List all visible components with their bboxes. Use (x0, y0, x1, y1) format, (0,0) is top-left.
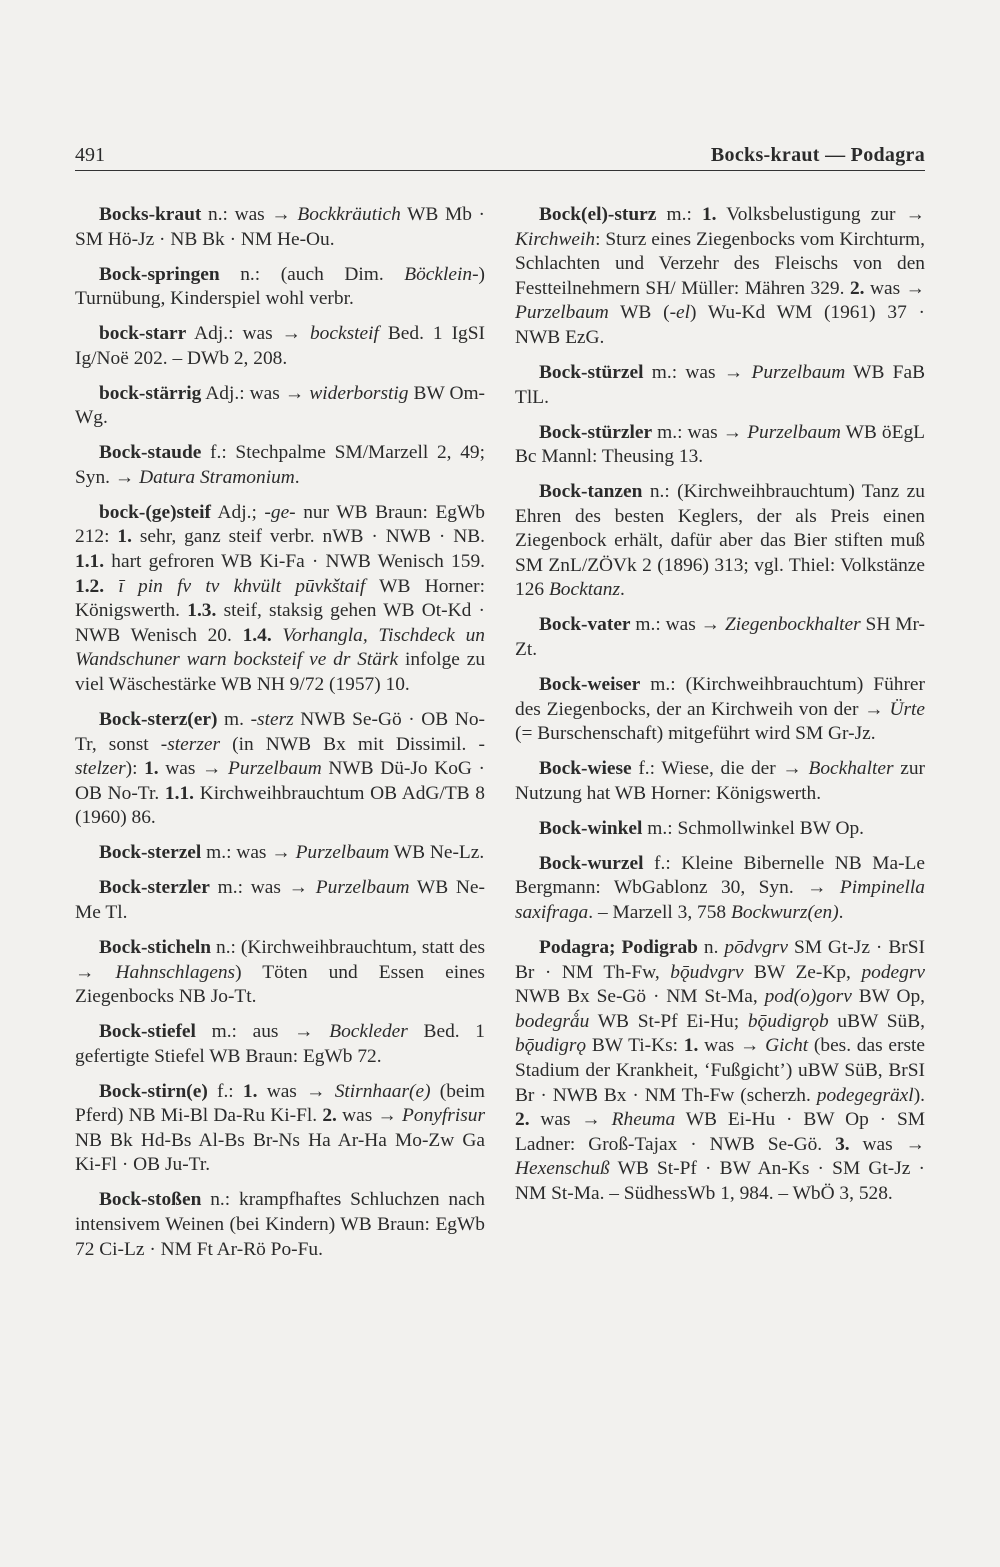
dictionary-entry: bock-starr Adj.: was → bocksteif Bed. 1 IgSI Ig/Noë 202. – DWb 2, 208. (75, 323, 485, 369)
left-column (75, 203, 485, 1273)
dictionary-entry: Bock-wurzel f.: Kleine Bibernelle NB Ma-Le Bergmann: WbGablonz 30, Syn. → Pimpinella saxifraga. – Marzell 3, 758 Bockwurz(en). (515, 852, 925, 923)
dictionary-entry: bock-stärrig Adj.: was → widerborstig BW Om-Wg. (75, 382, 485, 429)
dictionary-entry: Bock-sterzler m.: was → Purzelbaum WB Ne-Me Tl. (75, 877, 485, 923)
dictionary-entry: Bock-sticheln n.: (Kirchweihbrauchtum, statt des → Hahnschlagens) Töten und Essen eines Ziegenbocks NB Jo-Tt. (75, 936, 485, 1008)
dictionary-entry: Bock-springen n.: (auch Dim. Böcklein-) Turnübung, Kinderspiel wohl verbr. (75, 263, 485, 310)
dictionary-entry: Bock-stirn(e) f.: 1. was → Stirnhaar(e) (beim Pferd) NB Mi-Bl Da-Ru Ki-Fl. 2. was → Ponyfrisur NB Bk Hd-Bs Al-Bs Br-Ns Ha Ar-Ha Mo-Zw Ga Ki-Fl · OB Ju-Tr. (75, 1080, 486, 1176)
dictionary-entry: Podagra; Podigrab n. pōdvgrv SM Gt-Jz · BrSI Br · NM Th-Fw, bǭudvgrv BW Ze-Kp, podegrv NWB Bx Se-Gö · NM St-Ma, pod(o)gorv BW Op, bodegrǻu WB St-Pf Ei-Hu; bǭudigrǫb uBW SüB, bǭudigrǫ BW Ti-Ks: 1. was → Gicht (bes. das erste Stadium der Krankheit, ‘Fußgicht’) uBW SüB, BrSI Br · NWB Bx · NM Th-Fw (scherzh. podegegräxl). 2. was → Rheuma WB Ei-Hu · BW Op · SM Ladner: Groß-Tajax · NWB Se-Gö. 3. was → Hexenschuß WB St-Pf · BW An-Ks · SM Gt-Jz · NM St-Ma. – SüdhessWb 1, 984. – WbÖ 3, 528. (515, 936, 926, 1204)
dictionary-entry: Bock-weiser m.: (Kirchweihbrauchtum) Führer des Ziegenbocks, der an Kirchweih von der → Ürte (= Burschenschaft) mitgeführt wird SM Gr-Jz. (515, 674, 925, 745)
dictionary-entry: Bock-winkel m.: Schmollwinkel BW Op. (539, 817, 864, 839)
dictionary-entry: bock-(ge)steif Adj.; -ge- nur WB Braun: EgWb 212: 1. sehr, ganz steif verbr. nWB · NWB · NB. 1.1. hart gefroren WB Ki-Fa · NWB Wenisch 159. 1.2. ī pin fv tv khvült pūvkštaif WB Horner: Königswerth. 1.3. steif, staksig gehen WB Ot-Kd · NWB Wenisch 20. 1.4. Vorhangla, Tischdeck un Wandschuner warn bocksteif ve dr Stärk infolge zu viel Wäschestärke WB NH 9/72 (1957) 10. (75, 501, 486, 696)
dictionary-entry: Bock-wiese f.: Wiese, die der → Bockhalter zur Nutzung hat WB Horner: Königswerth. (515, 758, 925, 804)
dictionary-entry: Bocks-kraut n.: was → Bockkräutich WB Mb · SM Hö-Jz · NB Bk · NM He-Ou. (75, 204, 485, 250)
dictionary-entry: Bock-stürzel m.: was → Purzelbaum WB FaB TlL. (515, 361, 925, 408)
running-head: Bocks-kraut — Podagra (710, 144, 925, 166)
right-column (515, 203, 925, 1217)
dictionary-entry: Bock-stoßen n.: krampfhaftes Schluchzen nach intensivem Weinen (bei Kindern) WB Braun: EgWb 72 Ci-Lz · NM Ft Ar-Rö Po-Fu. (75, 1189, 485, 1260)
dictionary-entry: Bock-stürzler m.: was → Purzelbaum WB öEgL Bc Mannl: Theusing 13. (515, 421, 925, 468)
page-header (75, 140, 925, 171)
dictionary-entry: Bock-sterzel m.: was → Purzelbaum WB Ne-Lz. (99, 842, 485, 864)
dictionary-entry: Bock(el)-sturz m.: 1. Volksbelustigung zur → Kirchweih: Sturz eines Ziegenbocks vom Kirchturm, Schlachten und Verzehr des Fleischs von den Festteilnehmern SH/ Müller: Mähren 329. 2. was → Purzelbaum WB (-el) Wu-Kd WM (1961) 37 · NWB EzG. (515, 204, 926, 348)
dictionary-entry: Bock-sterz(er) m. -sterz NWB Se-Gö · OB No-Tr, sonst -sterzer (in NWB Bx mit Dissimil. -stelzer): 1. was → Purzelbaum NWB Dü-Jo KoG · OB No-Tr. 1.1. Kirchweihbrauchtum OB AdG/TB 8 (1960) 86. (75, 709, 486, 829)
dictionary-entry: Bock-staude f.: Stechpalme SM/Marzell 2, 49; Syn. → Datura Stramonium. (75, 442, 485, 488)
dictionary-entry: Bock-tanzen n.: (Kirchweihbrauchtum) Tanz zu Ehren des besten Keglers, der als Preis einen Ziegenbock erhält, dafür aber das Bier stiften muß SM ZnL/ZÖVk 2 (1896) 313; vgl. Thiel: Volkstänze 126 Bocktanz. (515, 481, 925, 601)
dictionary-entry: Bock-stiefel m.: aus → Bockleder Bed. 1 gefertigte Stiefel WB Braun: EgWb 72. (75, 1021, 485, 1067)
dictionary-entry: Bock-vater m.: was → Ziegenbockhalter SH Mr-Zt. (515, 614, 925, 661)
page-number: 491 (75, 144, 105, 166)
